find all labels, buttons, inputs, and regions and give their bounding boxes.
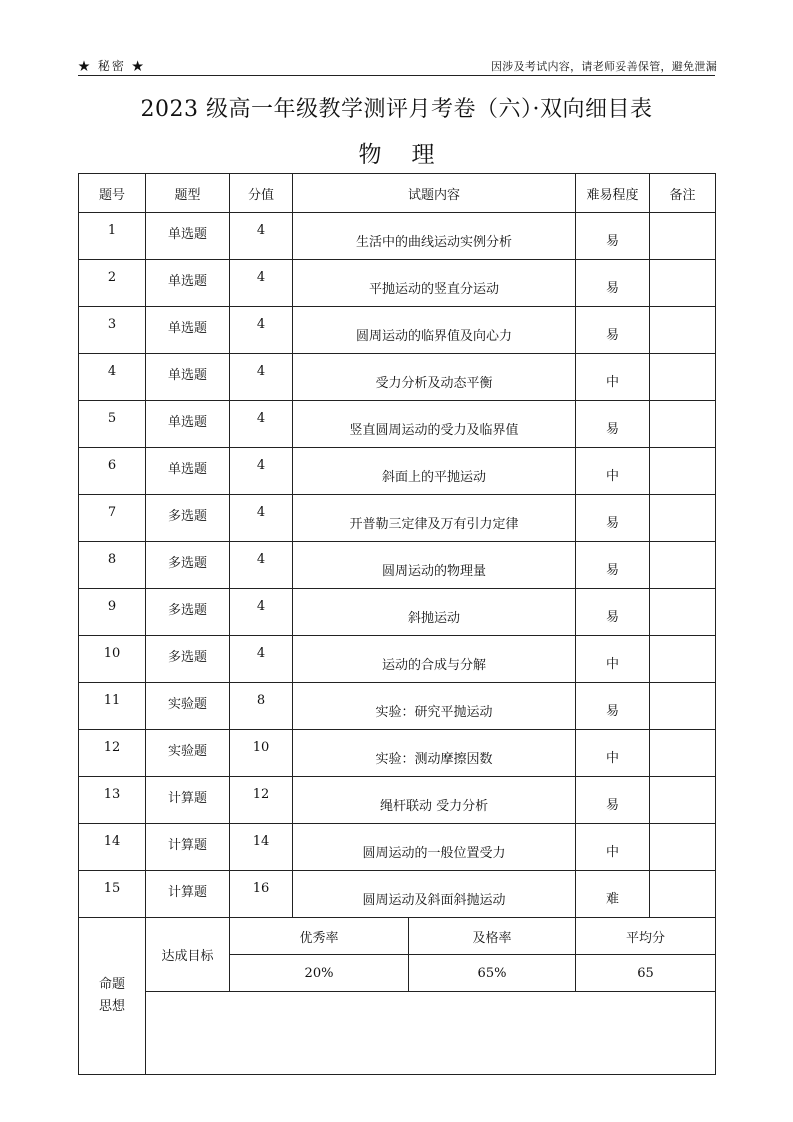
question-number: 2 <box>79 260 146 307</box>
question-difficulty: 中 <box>576 824 650 871</box>
question-score: 4 <box>230 589 293 636</box>
question-content: 圆周运动及斜面斜抛运动 <box>293 871 576 918</box>
pass-rate-label: 及格率 <box>409 918 576 955</box>
question-note <box>650 636 716 683</box>
question-score: 4 <box>230 495 293 542</box>
question-difficulty: 易 <box>576 777 650 824</box>
question-content: 运动的合成与分解 <box>293 636 576 683</box>
question-type: 单选题 <box>146 213 230 260</box>
question-score: 4 <box>230 401 293 448</box>
header-note: 备注 <box>650 174 716 213</box>
question-difficulty: 中 <box>576 636 650 683</box>
table-row <box>79 307 716 354</box>
question-score: 12 <box>230 777 293 824</box>
design-notes-cell <box>146 992 716 1075</box>
page-title: 2023 级高一年级教学测评月考卷（六）·双向细目表 <box>140 97 653 122</box>
question-number: 6 <box>79 448 146 495</box>
question-content: 绳杆联动 受力分析 <box>293 777 576 824</box>
question-difficulty: 易 <box>576 213 650 260</box>
question-note <box>650 213 716 260</box>
question-content: 实验：测动摩擦因数 <box>293 730 576 777</box>
table-header-row <box>79 174 716 213</box>
question-number: 4 <box>79 354 146 401</box>
question-content: 受力分析及动态平衡 <box>293 354 576 401</box>
question-number: 13 <box>79 777 146 824</box>
question-type: 多选题 <box>146 542 230 589</box>
table-row <box>79 260 716 307</box>
question-number: 7 <box>79 495 146 542</box>
question-content: 竖直圆周运动的受力及临界值 <box>293 401 576 448</box>
question-number: 5 <box>79 401 146 448</box>
table-row <box>79 542 716 589</box>
question-type: 计算题 <box>146 871 230 918</box>
subject-title: 物理 <box>358 142 465 168</box>
question-content: 平抛运动的竖直分运动 <box>293 260 576 307</box>
question-number: 3 <box>79 307 146 354</box>
question-number: 9 <box>79 589 146 636</box>
table-row <box>79 824 716 871</box>
question-number: 8 <box>79 542 146 589</box>
question-note <box>650 824 716 871</box>
question-note <box>650 260 716 307</box>
question-note <box>650 401 716 448</box>
excellent-rate-value: 20% <box>230 955 409 992</box>
question-score: 10 <box>230 730 293 777</box>
question-score: 4 <box>230 260 293 307</box>
design-idea-label: 命题 思想 <box>79 918 146 1075</box>
question-number: 14 <box>79 824 146 871</box>
question-type: 多选题 <box>146 589 230 636</box>
header-content: 试题内容 <box>293 174 576 213</box>
question-note <box>650 448 716 495</box>
question-type: 单选题 <box>146 354 230 401</box>
question-type: 单选题 <box>146 448 230 495</box>
question-score: 14 <box>230 824 293 871</box>
question-number: 15 <box>79 871 146 918</box>
question-content: 斜抛运动 <box>293 589 576 636</box>
question-note <box>650 730 716 777</box>
question-number: 10 <box>79 636 146 683</box>
header-score: 分值 <box>230 174 293 213</box>
question-score: 4 <box>230 636 293 683</box>
question-content: 圆周运动的临界值及向心力 <box>293 307 576 354</box>
question-type: 单选题 <box>146 307 230 354</box>
question-difficulty: 易 <box>576 260 650 307</box>
table-row <box>79 683 716 730</box>
question-type: 计算题 <box>146 777 230 824</box>
question-note <box>650 307 716 354</box>
excellent-rate-label: 优秀率 <box>230 918 409 955</box>
table-row <box>79 589 716 636</box>
table-row <box>79 213 716 260</box>
header-difficulty: 难易程度 <box>576 174 650 213</box>
question-difficulty: 易 <box>576 542 650 589</box>
question-note <box>650 871 716 918</box>
question-content: 圆周运动的一般位置受力 <box>293 824 576 871</box>
average-score-value: 65 <box>576 955 716 992</box>
question-type: 实验题 <box>146 730 230 777</box>
question-score: 8 <box>230 683 293 730</box>
question-score: 4 <box>230 448 293 495</box>
question-number: 12 <box>79 730 146 777</box>
question-type: 实验题 <box>146 683 230 730</box>
question-number: 11 <box>79 683 146 730</box>
question-difficulty: 易 <box>576 683 650 730</box>
question-type: 多选题 <box>146 636 230 683</box>
confidential-mark: ★ 秘密 ★ <box>78 59 146 73</box>
goal-label-row <box>79 918 716 955</box>
table-row <box>79 495 716 542</box>
question-difficulty: 易 <box>576 495 650 542</box>
question-type: 多选题 <box>146 495 230 542</box>
question-note <box>650 542 716 589</box>
table-row <box>79 448 716 495</box>
header-divider <box>78 75 715 76</box>
goal-label: 达成目标 <box>146 918 230 992</box>
question-score: 4 <box>230 213 293 260</box>
question-type: 单选题 <box>146 260 230 307</box>
header-type: 题型 <box>146 174 230 213</box>
table-row <box>79 354 716 401</box>
question-score: 16 <box>230 871 293 918</box>
pass-rate-value: 65% <box>409 955 576 992</box>
question-difficulty: 难 <box>576 871 650 918</box>
question-difficulty: 易 <box>576 401 650 448</box>
question-type: 计算题 <box>146 824 230 871</box>
question-score: 4 <box>230 354 293 401</box>
question-note <box>650 589 716 636</box>
question-difficulty: 易 <box>576 307 650 354</box>
question-content: 圆周运动的物理量 <box>293 542 576 589</box>
average-score-label: 平均分 <box>576 918 716 955</box>
question-content: 斜面上的平抛运动 <box>293 448 576 495</box>
table-row <box>79 777 716 824</box>
spec-table <box>78 173 716 1075</box>
question-content: 实验：研究平抛运动 <box>293 683 576 730</box>
question-difficulty: 中 <box>576 730 650 777</box>
question-content: 生活中的曲线运动实例分析 <box>293 213 576 260</box>
question-note <box>650 777 716 824</box>
question-note <box>650 683 716 730</box>
question-difficulty: 中 <box>576 354 650 401</box>
question-note <box>650 495 716 542</box>
header-no: 题号 <box>79 174 146 213</box>
table-row <box>79 401 716 448</box>
question-score: 4 <box>230 542 293 589</box>
question-content: 开普勒三定律及万有引力定律 <box>293 495 576 542</box>
question-note <box>650 354 716 401</box>
design-notes-row <box>79 992 716 1075</box>
question-score: 4 <box>230 307 293 354</box>
table-row <box>79 871 716 918</box>
table-row <box>79 636 716 683</box>
question-difficulty: 易 <box>576 589 650 636</box>
question-number: 1 <box>79 213 146 260</box>
question-type: 单选题 <box>146 401 230 448</box>
confidential-notice: 因涉及考试内容，请老师妥善保管，避免泄漏 <box>491 60 717 73</box>
question-difficulty: 中 <box>576 448 650 495</box>
table-row <box>79 730 716 777</box>
